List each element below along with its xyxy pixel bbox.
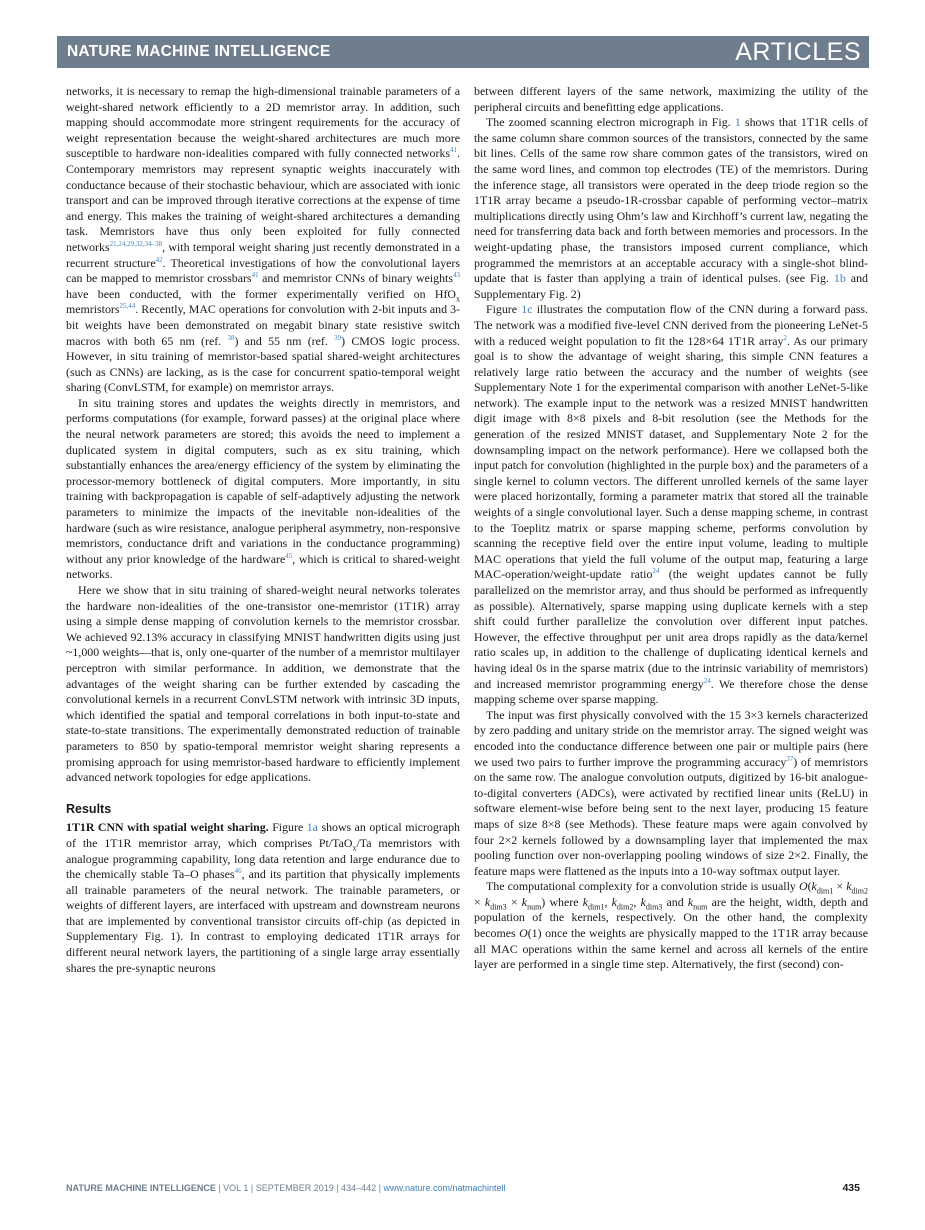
- page-footer: [66, 1182, 860, 1194]
- figure-link[interactable]: 1a: [306, 820, 318, 835]
- reference-link[interactable]: 2: [783, 333, 787, 342]
- journal-header-bar: [57, 36, 869, 68]
- reference-link[interactable]: 24: [703, 676, 711, 685]
- math-symbol: O: [519, 926, 528, 941]
- reference-link[interactable]: 21,24,29,32,34–38: [109, 239, 163, 248]
- math-symbol: O: [798, 879, 808, 894]
- reference-link[interactable]: 38: [227, 333, 235, 342]
- right-column: [474, 84, 868, 973]
- reference-link[interactable]: 45: [285, 551, 293, 560]
- subscript: dim2: [851, 886, 868, 896]
- footer-url-link[interactable]: www.nature.com/natmachintell: [383, 1183, 506, 1193]
- subscript: num: [693, 902, 708, 912]
- reference-link[interactable]: 25,44: [119, 302, 136, 311]
- results-heading: Results: [66, 801, 112, 816]
- reference-link[interactable]: 37: [786, 754, 794, 763]
- paragraph: 1T1R CNN with spatial weight sharing. Figure 1a shows an optical micrograph of the 1T1R memristor array, which comprises Pt/TaO$_x$/Ta memristors with analogue programming capability, long data retention and large endurance due to the chemically stable Ta–O phases$^{46}$, and its partition that physically implements all trainable parameters of the neural network. The trainable parameters, or weights of different layers, are interfaced with upstream and downstream neurons that are implemented by conventional transistor circuits off-chip (as depicted in Supplementary Fig. 1). In contrast to employing dedicated 1T1R arrays for different neural network layers, the partitioning of a single large array essentially shares the pre-synaptic neurons: [66, 820, 461, 975]
- figure-link[interactable]: 1: [734, 115, 741, 130]
- paragraph: networks, it is necessary to remap the high-dimensional trainable parameters of a weight-shared network efficiently to a 2D memristor array. In addition, such mapping should accommodate more stringent requirements for the accuracy of weight representation because the weight-shared architectures are much more susceptible to hardware non-idealities compared with fully connected networks$^{41}$. Contemporary memristors may represent synaptic weights inaccurately with conductance because of their stochastic behaviour, which are associated with ionic transport and can be improved through iterative corrections at the expense of time and energy. This makes the training of weight-shared architectures a demanding task. Memristors have thus only been exploited for fully connected networks$^{21,24,29,32,34-38}$, with temporal weight sharing just recently demonstrated in a recurrent structure$^{42}$. Theoretical investigations of how the convolutional layers can be mapped to memristor crossbars$^{41}$ and memristor CNNs of binary weights$^{43}$ have been conducted, with the former experimentally verified on HfO$_x$ memristors$^{25,44}$. Recently, MAC operations for convolution with 2-bit inputs and 3-bit weights have been demonstrated on megabit binary state resistive switch macros with both 65 nm (ref. $^{38}$) and 55 nm (ref. $^{39}$) CMOS logic process. However, in situ training of memristor-based spatial shared-weight architectures (such as CNNs) are lacking, as is the case for concurrent spatio-temporal weight sharing (ConvLSTM, for example) on memristor arrays.: [66, 84, 460, 395]
- math-symbol: k: [846, 879, 852, 894]
- paragraph: The input was first physically convolved with the 15 3×3 kernels characterized by zero padding and unitary stride on the memristor array. The signed weight was encoded into the conductance difference between one pair or multiple pairs (here we used two pairs to further improve the programming accuracy$^{37}$) of memristors on the same row. The analogue convolution outputs, digitized by 16-bit analogue-to-digital converters (ADCs), were activated by rectified linear units (ReLU) in software element-wise before being sent to the next layer, producing 15 feature maps of size 8×8 (see Methods). These feature maps were again convolved by four 2×2 kernels followed by a downsampling layer that implemented the max pooling function over non-overlapping pooling windows of size 2×2. Finally, the feature maps were flattened as the inputs into a 10-way softmax output layer.: [474, 707, 868, 878]
- footer-citation: NATURE MACHINE INTELLIGENCE | VOL 1 | SEPTEMBER 2019 | 434–442 | www.nature.com/natmachintell: [66, 1183, 506, 1193]
- reference-link[interactable]: 42: [155, 255, 163, 264]
- subscript: num: [527, 902, 542, 912]
- subsection-runin-heading: 1T1R CNN with spatial weight sharing.: [66, 820, 269, 835]
- subscript: dim1: [816, 886, 834, 896]
- figure-link[interactable]: 1b: [833, 271, 846, 286]
- paragraph: between different layers of the same network, maximizing the utility of the peripheral circuits and benefitting edge applications.: [474, 84, 868, 114]
- figure-link[interactable]: 1c: [521, 302, 533, 317]
- section-label: ARTICLES: [735, 37, 861, 66]
- math-symbol: k: [811, 879, 817, 894]
- paragraph: Here we show that in situ training of shared-weight neural networks tolerates the hardware non-idealities of the one-transistor one-memristor (1T1R) array using a simple dense mapping of convolution kernels to the memristor crossbar. We achieved 92.13% accuracy in classifying MNIST handwritten digits using just ~1,000 weights—that is, only one-quarter of the number of a memristor multilayer perceptron with similar performance. In addition, we demonstrate that the advantages of the weight sharing can be further extended by cascading the convolutional kernels in a recurrent ConvLSTM network with intrinsic 3D inputs, which identified the spatial and temporal correlations in both input-to-state and state-to-state transitions. The experimentally demonstrated reduction of trainable parameters to 850 by spatio-temporal memristor weight sharing represents a promising approach for using memristor-based hardware to efficiently implement advanced network topologies for edge applications.: [66, 583, 460, 785]
- subscript: x: [456, 294, 460, 304]
- math-symbol: k: [640, 894, 646, 909]
- paragraph: In situ training stores and updates the weights directly in memristors, and performs computations (for example, forward passes) at the original place where the neural network parameters are stored; this avoids the need to implement a duplicated system in digital computers, such as ex situ training, which substantially enhances the area/energy efficiency of the system by eliminating the processor-memory bottleneck of digital computers. More importantly, in situ training with backpropagation is capable of self-adaptively adjusting the network parameters to minimize the impacts of the inevitable non-idealities of the hardware (such as wire resistance, analogue peripheral asymmetry, non-responsive memristors, conductance drift and variations in the conductance programming) without any prior knowledge of the hardware$^{45}$, which is critical to shared-weight networks.: [66, 395, 460, 582]
- math-symbol: k: [611, 894, 617, 909]
- paragraph: The zoomed scanning electron micrograph in Fig. 1 shows that 1T1R cells of the same column share common sources of the transistors, connected by the same bit lines. Cells of the same row share common gates of the transistors, wired on the same word lines, and common top electrodes (TE) of the memristors. During the inference stage, all transistors were operated in the deep triode region so the 1T1R array became a pseudo-1R-crossbar capable of performing vector–matrix multiplications directly using Ohm’s law and Kirchhoff’s current law, negating the need for transferring data back and forth between memories and processors. In the weight-updating phase, the transistors imposed current compliance, which programmed the memristors at an acceptable accuracy with a single-shot blind-update that is faster than applying a train of identical pulses. (see Fig. 1b and Supplementary Fig. 2): [474, 115, 868, 301]
- math-symbol: k: [687, 894, 694, 909]
- reference-link[interactable]: 39: [334, 333, 342, 342]
- math-symbol: k: [521, 894, 528, 909]
- paragraph: Figure 1c illustrates the computation flow of the CNN during a forward pass. The network was a modified five-level CNN derived from the pioneering LeNet-5 with a reduced weight population to fit the 128×64 1T1R array$^2$. As our primary goal is to show the advantage of weight sharing, this simple CNN features a relatively large ratio between the accuracy and the number of weights (see Supplementary Note 1 for the experimental comparison with another LeNet-5-like network). The example input to the network was a resized MNIST handwritten digit image with 8×8 pixels and 8-bit resolution (see the Methods for the generation of the resized MNIST dataset, and Supplementary Note 2 for the downsampling impact on the network performance). Here we collapsed both the input patch for convolution (highlighted in the purple box) and the parameters of a single kernel to column vectors. The different unrolled kernels of the same layer were placed horizontally, forming a parameter matrix that stored all the trainable weights of a single convolutional layer. Such a dense mapping scheme, in contrast to the Toeplitz matrix or sparse mapping scheme, performs convolution by scanning the receptive field over the entire input volume, leading to multiple MAC operations that yield the full volume of the output map, featuring a large MAC-operation/weight-update ratio$^{24}$ (the weight updates cannot be fully parallelized on the memristor array, and thus should be performed as infrequently as possible). Alternatively, sparse mapping using duplicate kernels with a step shift could further parallelize the convolution over different input patches. However, the effective throughput per unit area drops rapidly as the data/kernel ratio scales up, in addition to the challenge of duplicating identical kernels and having ideal 0s in the sparse matrix (due to the intrinsic variability of memristors) and increased memristor programming energy$^{24}$. We therefore chose the dense mapping scheme over sparse mapping.: [474, 302, 869, 707]
- math-symbol: k: [582, 894, 588, 909]
- subscript: x: [352, 843, 357, 853]
- reference-link[interactable]: 24: [652, 567, 660, 576]
- left-column: [66, 84, 460, 976]
- reference-link[interactable]: 41: [450, 146, 458, 155]
- reference-link[interactable]: 41: [251, 271, 259, 280]
- paragraph: The computational complexity for a convolution stride is usually $O(k_{dim1} \times k_{dim2} \times k_{dim3} \times k_{num})$ where $k_{dim1}$, $k_{dim2}$, $k_{dim3}$ and $k_{num}$ are the height, width, depth and population of the kernels, respectively. On the other hand, the complexity becomes O(1) once the weights are physically mapped to the 1T1R array because all MAC operations within the same kernel and across all kernels of the entire layer are performed in a single time step. Alternatively, the first (second) con-: [474, 879, 869, 972]
- subscript: dim3: [645, 902, 663, 912]
- journal-name: NATURE MACHINE INTELLIGENCE: [67, 43, 331, 60]
- reference-link[interactable]: 46: [234, 867, 242, 876]
- math-symbol: k: [484, 894, 491, 909]
- subscript: dim3: [490, 902, 507, 912]
- reference-link[interactable]: 43: [453, 271, 460, 280]
- page-number: 435: [842, 1182, 860, 1194]
- subscript: dim1: [588, 902, 605, 912]
- subscript: dim2: [616, 902, 634, 912]
